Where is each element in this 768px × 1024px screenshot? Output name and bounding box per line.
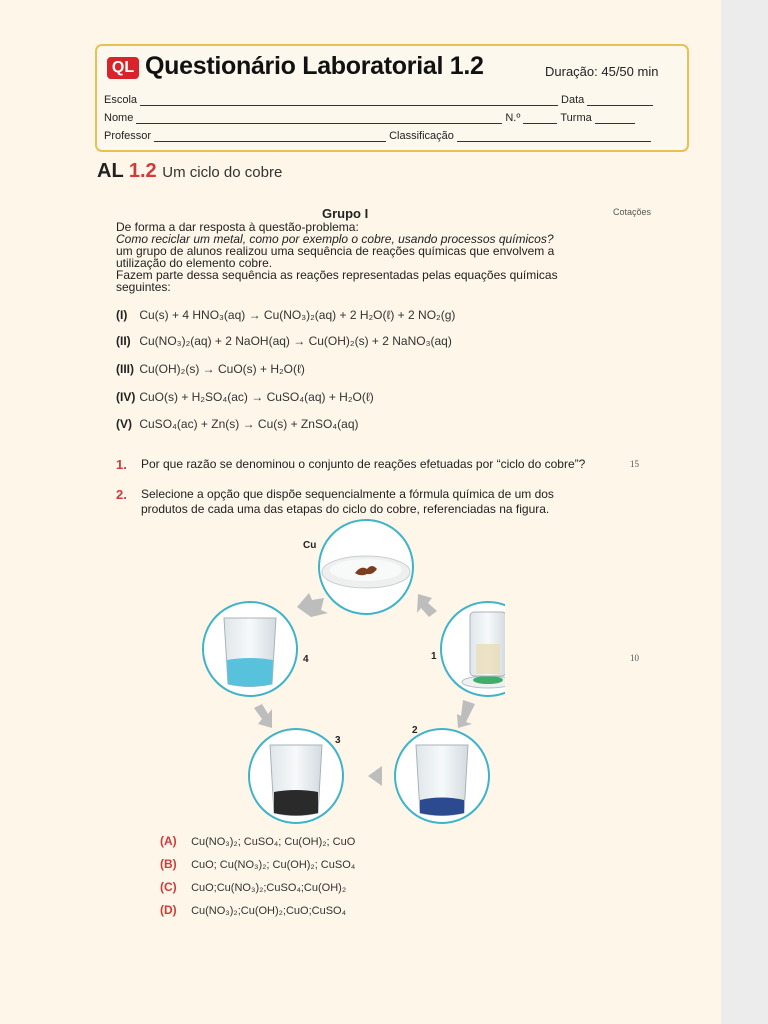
score-question-2: 10 [630, 653, 639, 663]
question-1 [116, 457, 596, 472]
option-a[interactable] [160, 834, 355, 848]
group-intro [116, 221, 586, 293]
arrow-2-to-3 [368, 766, 382, 786]
step-2-precipitation [395, 729, 489, 823]
arrow-3-to-4 [254, 704, 272, 728]
equation-text: CuSO₄(ac) + Zn(s) → Cu(s) + ZnSO₄(aq) [139, 417, 359, 431]
numero-label: N.º [505, 112, 521, 124]
professor-label: Professor [104, 130, 152, 142]
arrow-4-to-cu [297, 593, 328, 617]
classificacao-field[interactable] [457, 129, 651, 142]
equation-1 [116, 308, 455, 322]
question-text: Por que razão se denominou o conjunto de reações efetuadas por “ciclo do cobre”? [141, 457, 586, 471]
duration-label: Duração: 45/50 min [545, 64, 659, 79]
step-4-sulfate [203, 602, 297, 696]
page-margin [721, 0, 768, 1024]
equation-2 [116, 334, 452, 348]
intro-line-2: um grupo de alunos realizou uma sequência de reações químicas que envolvem a utilização do elemento cobre. [116, 244, 555, 270]
figure-label-cu: Cu [303, 540, 317, 551]
option-b[interactable] [160, 857, 355, 871]
equation-3 [116, 362, 305, 376]
turma-field[interactable] [595, 111, 635, 124]
option-text: CuO;Cu(NO₃)₂;CuSO₄;Cu(OH)₂ [191, 882, 347, 894]
equation-label: (III) [116, 362, 134, 376]
option-label: (C) [160, 880, 177, 894]
equation-4 [116, 390, 374, 404]
equation-label: (I) [116, 308, 128, 322]
equation-label: (IV) [116, 390, 136, 404]
score-question-1: 15 [630, 459, 639, 469]
section-number: 1.2 [128, 160, 157, 182]
equation-text: Cu(s) + 4 HNO₃(aq) → Cu(NO₃)₂(aq) + 2 H₂O(ℓ) + 2 NO₂(g) [139, 308, 456, 322]
option-label: (A) [160, 834, 177, 848]
option-d[interactable] [160, 903, 346, 917]
figure-label-1: 1 [431, 651, 437, 662]
question-text: Selecione a opção que dispõe sequencialmente a fórmula química de um dos produtos de cada uma das etapas do ciclo do cobre, referenciadas na figura. [141, 487, 554, 516]
professor-field[interactable] [154, 129, 386, 142]
header-row-professor [104, 126, 665, 142]
option-text: CuO; Cu(NO₃)₂; Cu(OH)₂; CuSO₄ [191, 859, 356, 871]
turma-label: Turma [560, 112, 592, 124]
section-prefix: AL [97, 160, 124, 182]
group-title: Grupo I [322, 206, 369, 221]
copper-plate-step [319, 520, 413, 614]
equation-text: Cu(OH)₂(s) → CuO(s) + H₂O(ℓ) [139, 362, 305, 376]
escola-field[interactable] [140, 93, 558, 106]
numero-field[interactable] [523, 111, 557, 124]
escola-label: Escola [104, 94, 138, 106]
option-c[interactable] [160, 880, 346, 894]
worksheet-title: Questionário Laboratorial 1.2 [145, 52, 484, 80]
step-1-dissolution [441, 602, 505, 696]
equation-5 [116, 417, 359, 431]
cotacoes-label: Cotações [613, 207, 652, 217]
equation-label: (V) [116, 417, 132, 431]
figure-label-4: 4 [303, 654, 309, 665]
question-number: 1. [116, 457, 127, 472]
data-field[interactable] [587, 93, 653, 106]
section-subtitle: Um ciclo do cobre [162, 164, 283, 181]
problem-question: Como reciclar um metal, como por exemplo o cobre, usando processos químicos? [116, 232, 554, 246]
figure-label-2: 2 [412, 725, 418, 736]
header-row-nome [104, 108, 665, 124]
intro-line-1: De forma a dar resposta à questão-problema: [116, 220, 359, 234]
option-text: Cu(NO₃)₂;Cu(OH)₂;CuO;CuSO₄ [191, 905, 347, 917]
arrow-1-to-2 [457, 700, 475, 728]
option-label: (D) [160, 903, 177, 917]
classificacao-label: Classificação [389, 130, 454, 142]
equation-label: (II) [116, 334, 131, 348]
header-row-escola [104, 90, 665, 106]
option-text: Cu(NO₃)₂; CuSO₄; Cu(OH)₂; CuO [191, 836, 356, 848]
ql-logo: QL [107, 57, 139, 79]
intro-line-3: Fazem parte dessa sequência as reações representadas pelas equações químicas seguintes: [116, 268, 558, 294]
worksheet-header [95, 44, 689, 152]
figure-label-3: 3 [335, 735, 341, 746]
nome-label: Nome [104, 112, 134, 124]
question-2 [116, 487, 596, 517]
arrow-cu-to-1 [417, 594, 437, 617]
step-3-heating [249, 729, 343, 823]
option-label: (B) [160, 857, 177, 871]
equation-text: CuO(s) + H₂SO₄(ac) → CuSO₄(aq) + H₂O(ℓ) [139, 390, 374, 404]
copper-cycle-figure [195, 515, 505, 830]
nome-field[interactable] [136, 111, 502, 124]
equation-text: Cu(NO₃)₂(aq) + 2 NaOH(aq) → Cu(OH)₂(s) + 2 NaNO₃(aq) [139, 334, 452, 348]
data-label: Data [561, 94, 585, 106]
section-title [97, 160, 282, 183]
question-number: 2. [116, 487, 127, 502]
